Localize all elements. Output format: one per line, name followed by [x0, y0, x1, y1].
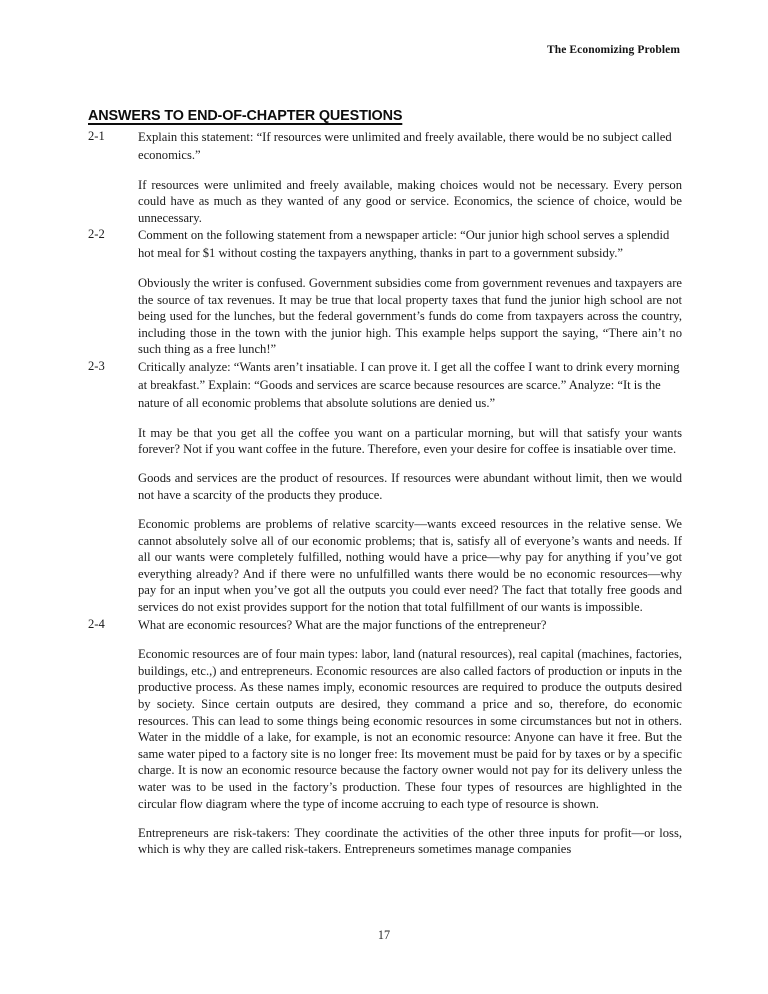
answer-paragraph: It may be that you get all the coffee you want on a particular morning, but will that satisfy your wants forever? Not if you want coffee in the future. Therefore, even your desire for coffee is insatiable over time.: [138, 425, 682, 457]
qa-block: [88, 616, 682, 858]
question-row: [88, 226, 682, 262]
question-text: Comment on the following statement from a newspaper article: “Our junior high school serves a splendid hot meal for $1 without costing the taxpayers anything, thanks in part to a government subsidy.”: [138, 228, 670, 261]
question-row: [88, 128, 682, 164]
page-number: 17: [377, 928, 391, 942]
answer-paragraph: If resources were unlimited and freely available, making choices would not be necessary. Every person could have as much as they wanted of any good or service. Economics, the science of choice, would be unnecessary.: [138, 177, 682, 225]
question-row: [88, 616, 682, 634]
answer-paragraph: Goods and services are the product of resources. If resources were abundant without limit, then we would not have a scarcity of the products they produce.: [138, 471, 682, 502]
question-number: 2-1: [88, 129, 105, 143]
answers-body: [88, 128, 682, 858]
question-text: Critically analyze: “Wants aren’t insatiable. I can prove it. I get all the coffee I want to drink every morning at breakfast.” Explain: “Goods and services are scarce because resources are scarce.” Analyze: “It is the nature of all economic problems that absolute solutions are denied us.”: [138, 359, 680, 410]
qa-block: [88, 226, 682, 358]
question-text: Explain this statement: “If resources were unlimited and freely available, there would be no subject called economics.”: [138, 130, 672, 162]
running-header: The Economizing Problem: [546, 44, 680, 56]
question-row: [88, 358, 682, 412]
question-number: 2-3: [88, 358, 105, 373]
answer-paragraph: Obviously the writer is confused. Government subsidies come from government revenues and taxpayers are the source of tax revenues. It may be true that local property taxes that fund the junior high school are not being used for the lunches, but the federal government’s funds do come from taxpayers across the country, including those in the town with the junior high. This example helps support the saying, “There ain’t no such thing as a free lunch!”: [138, 275, 682, 357]
answer-paragraph: Economic problems are problems of relative scarcity—wants exceed resources in the relative sense. We cannot absolutely solve all of our economic problems; that is, satisfy all of everyone’s wants and needs. If all our wants were completely fulfilled, nothing would have a price—why pay for anything if you’ve got everything already? And if there were no unfulfilled wants there would be no economic resources—why pay for an input when you’ve got all the outputs you could ever need? The fact that totally free goods and services do not exist provides support for the notion that total fulfillment of our wants is impossible.: [138, 517, 682, 615]
question-text: What are economic resources? What are the major functions of the entrepreneur?: [138, 617, 547, 632]
answer-paragraph: Economic resources are of four main types: labor, land (natural resources), real capital (machines, factories, buildings, etc.,) and entrepreneurs. Economic resources are also called factors of production or inputs in the productive process. As these names imply, economic resources are required to produce the outputs desired by society. Since certain outputs are desired, they command a price and so, therefore, do economic resources. This can lead to some things being economic resources in some circumstances but not in others. Water in the middle of a lake, for example, is not an economic resource: Anyone can have it free. But the same water piped to a factory site is no longer free: Its movement must be paid for by taxes or by a specific charge. It is now an economic resource because the factory owner would not pay for its delivery unless the water was to be used in the factory’s production. These four types of resources are highlighted in the circular flow diagram where the type of income accruing to each type of resource is shown.: [138, 647, 682, 811]
qa-block: [88, 358, 682, 616]
page-title: ANSWERS TO END-OF-CHAPTER QUESTIONS: [88, 107, 403, 124]
question-number: 2-2: [88, 227, 105, 242]
qa-block: [88, 128, 682, 226]
question-number: 2-4: [88, 616, 105, 631]
answer-paragraph: Entrepreneurs are risk-takers: They coordinate the activities of the other three inputs for profit—or loss, which is why they are called risk-takers. Entrepreneurs sometimes manage companies: [138, 825, 682, 857]
